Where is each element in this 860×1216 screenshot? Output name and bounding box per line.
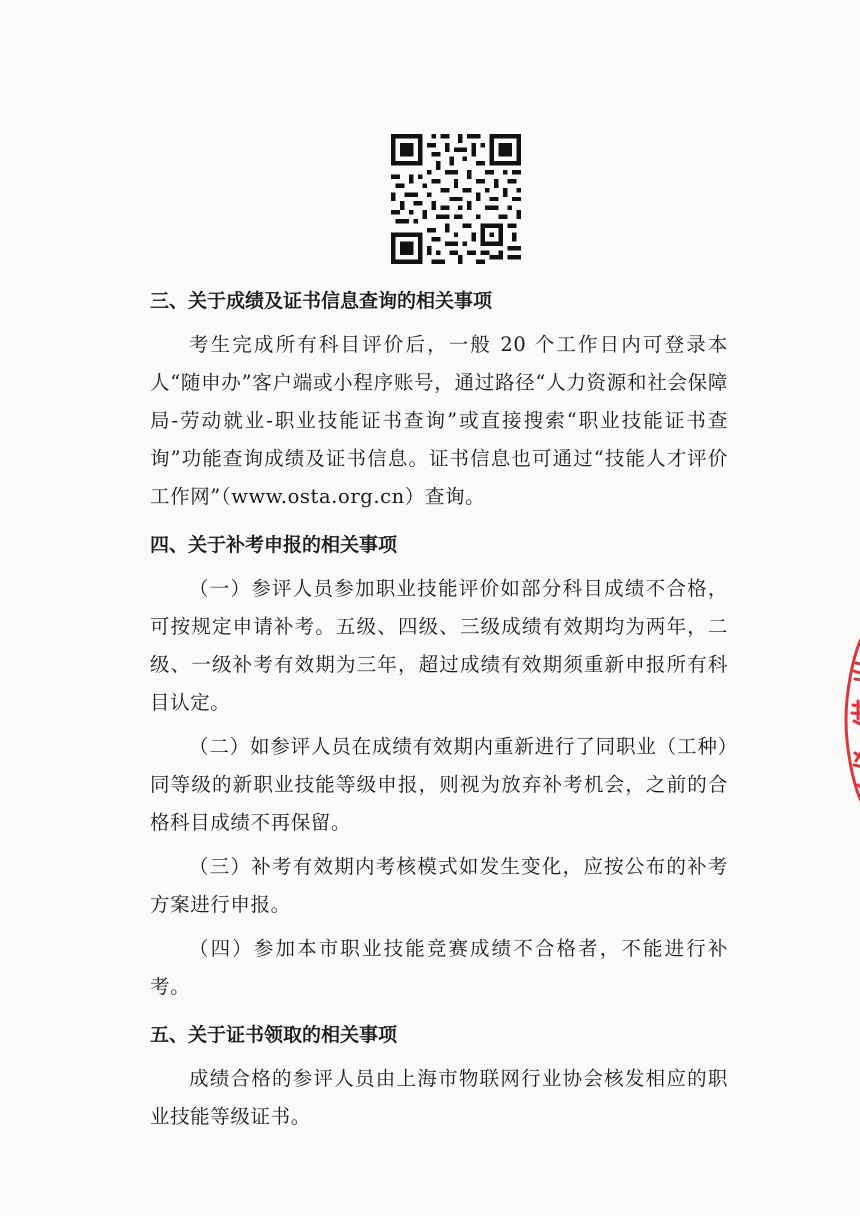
- section-4-paragraph-2: （二）如参评人员在成绩有效期内重新进行了同职业（工种）同等级的新职业技能等级申报，则视为放弃补考机会，之前的合格科目成绩不再保留。: [150, 735, 728, 834]
- section-3-heading: 三、关于成绩及证书信息查询的相关事项: [150, 290, 493, 312]
- section-4-heading: 四、关于补考申报的相关事项: [150, 534, 398, 556]
- section-4-paragraph-3: （三）补考有效期内考核模式如发生变化，应按公布的补考方案进行申报。: [150, 855, 728, 916]
- document-body: [150, 282, 728, 1136]
- section-4-paragraph-4: （四）参加本市职业技能竞赛成绩不合格者，不能进行补考。: [150, 937, 728, 998]
- red-seal-fragment: [838, 625, 860, 815]
- qr-code-icon: [391, 133, 521, 265]
- section-5-paragraph: 成绩合格的参评人员由上海市物联网行业协会核发相应的职业技能等级证书。: [150, 1067, 728, 1128]
- section-4-paragraph-1: （一）参评人员参加职业技能评价如部分科目成绩不合格，可按规定申请补考。五级、四级、三级成绩有效期均为两年，二级、一级补考有效期为三年，超过成绩有效期须重新申报所有科目认定。: [150, 577, 728, 714]
- section-5-heading: 五、关于证书领取的相关事项: [150, 1024, 398, 1046]
- section-3-paragraph: 考生完成所有科目评价后，一般 20 个工作日内可登录本人“随申办”客户端或小程序账号，通过路径“人力资源和社会保障局-劳动就业-职业技能证书查询”或直接搜索“职业技能证书查询”功能查询成绩及证书信息。证书信息也可通过“技能人才评价工作网”（www.osta.org.cn）查询。: [150, 333, 728, 508]
